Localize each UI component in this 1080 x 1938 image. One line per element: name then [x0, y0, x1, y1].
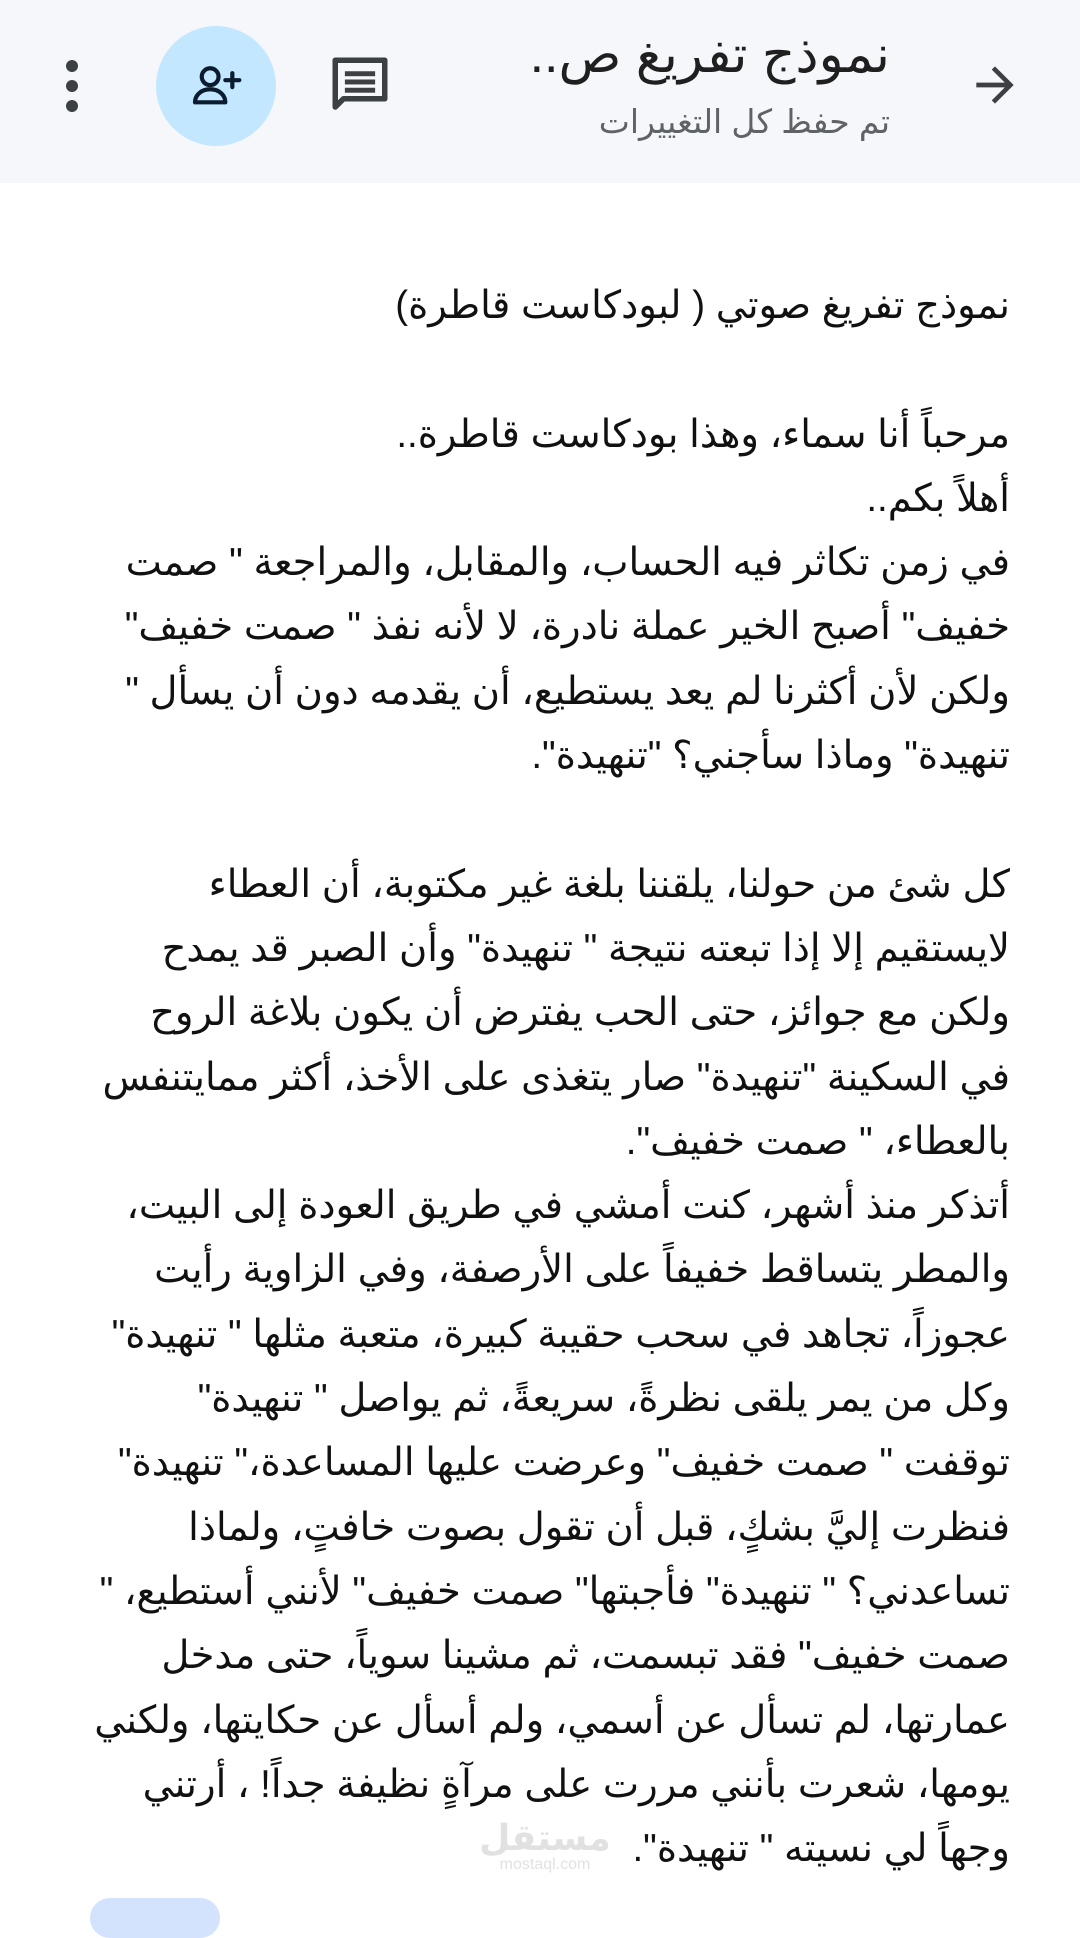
comment-icon: [327, 52, 393, 118]
paragraph-line: في زمن تكاثر فيه الحساب، والمقابل، والمراجعة " صمت: [125, 541, 1010, 585]
paragraph-line: عجوزاً، تجاهد في سحب حقيبة كبيرة، متعبة مثلها " تنهيدة": [111, 1312, 1010, 1356]
paragraph-line: خفيف" أصبح الخير عملة نادرة، لا لأنه نفذ " صمت خفيف": [124, 605, 1010, 649]
paragraph-line: بالعطاء، " صمت خفيف".: [625, 1119, 1010, 1163]
paragraph-line: كل شئ من حولنا، يلقننا بلغة غير مكتوبة، أن العطاء: [208, 862, 1010, 906]
more-vert-icon: [62, 56, 82, 116]
paragraph-line: عمارتها، لم تسأل عن أسمي، ولم أسأل عن حكايتها، ولكني: [94, 1698, 1010, 1742]
more-options-button[interactable]: [50, 50, 94, 122]
watermark-arabic: مستقل: [479, 1817, 611, 1858]
paragraph-line: لايستقيم إلا إذا تبعته نتيجة " تنهيدة" وأن الصبر قد يمدح: [161, 926, 1010, 970]
paragraph-line: صمت خفيف" فقد تبسمت، ثم مشينا سوياً، حتى مدخل: [161, 1634, 1010, 1678]
document-title[interactable]: نموذج تفريغ ص..: [529, 26, 890, 84]
paragraph-line: وجهاً لي نسيته " تنهيدة".: [632, 1827, 1010, 1871]
edit-fab[interactable]: [90, 1898, 220, 1938]
watermark-latin: mostaql.com: [499, 1856, 591, 1873]
paragraph-line: تنهيدة" وماذا سأجني؟ "تنهيدة".: [531, 734, 1010, 778]
paragraph-line: وكل من يمر يلقى نظرةً، سريعةً، ثم يواصل " تنهيدة": [197, 1377, 1010, 1421]
app-toolbar: [0, 0, 1080, 183]
blank-line: [70, 338, 1010, 402]
paragraph-line: والمطر يتساقط خفيفاً على الأرصفة، وفي الزاوية رأيت: [154, 1248, 1010, 1292]
paragraph-line: ولكن لأن أكثرنا لم يعد يستطيع، أن يقدمه دون أن يسأل ": [125, 669, 1010, 713]
paragraph-line: أتذكر منذ أشهر، كنت أمشي في طريق العودة إلى البيت،: [126, 1184, 1010, 1228]
person-add-icon: [188, 58, 244, 114]
paragraph-line: توقفت " صمت خفيف" وعرضت عليها المساعدة،" تنهيدة": [117, 1441, 1010, 1485]
paragraph-line: ولكن مع جوائز، حتى الحب يفترض أن يكون بلاغة الروح: [150, 991, 1010, 1035]
mostaql-watermark: [470, 1817, 620, 1874]
paragraph-line: في السكينة "تنهيدة" صار يتغذى على الأخذ، أكثر ممايتنفس: [102, 1055, 1010, 1099]
paragraph-line: أهلاً بكم..: [866, 476, 1010, 520]
save-status: تم حفظ كل التغييرات: [598, 103, 890, 140]
paragraph-line: مرحباً أنا سماء، وهذا بودكاست قاطرة..: [396, 412, 1010, 456]
paragraph-line: فنظرت إليَّ بشكٍ، قبل أن تقول بصوت خافتٍ، ولماذا: [188, 1505, 1010, 1549]
blank-line: [70, 788, 1010, 852]
back-button[interactable]: [960, 50, 1030, 120]
share-button[interactable]: [156, 26, 276, 146]
title-block: [370, 18, 890, 141]
paragraph-line: يومها، شعرت بأنني مررت على مرآةٍ نظيفة جداً! ، أرتني: [142, 1762, 1010, 1806]
document-body[interactable]: [70, 274, 1010, 1881]
comments-button[interactable]: [320, 45, 400, 125]
arrow-right-icon: [967, 57, 1023, 113]
paragraph-line: تساعدني؟ " تنهيدة" فأجبتها" صمت خفيف" لأنني أستطيع، ": [99, 1569, 1010, 1613]
document-heading: نموذج تفريغ صوتي ( لبودكاست قاطرة): [395, 284, 1010, 327]
